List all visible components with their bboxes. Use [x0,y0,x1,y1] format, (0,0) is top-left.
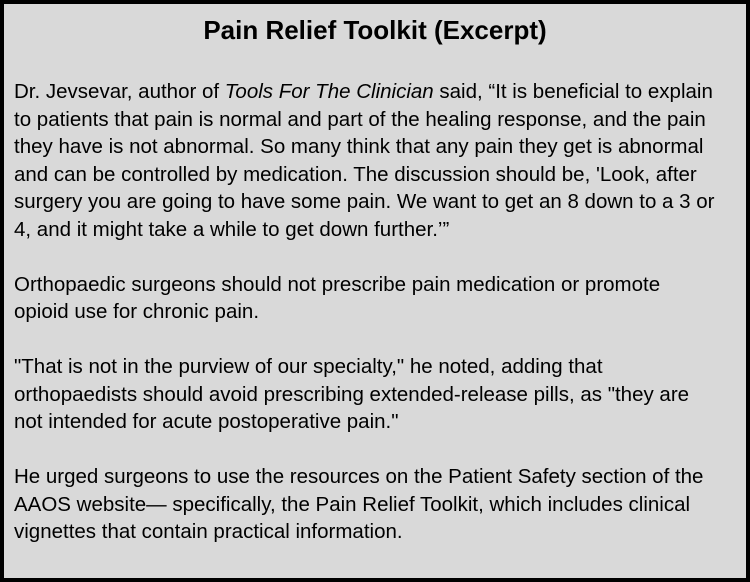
line-text: Dr. Jevsevar, author of [14,80,225,103]
paragraph-specialty [14,353,744,436]
book-title: Tools For The Clinician [224,80,434,103]
paragraph-line: not intended for acute postoperative pain." [14,410,399,433]
paragraph-line: opioid use for chronic pain. [14,300,260,323]
page-title: Pain Relief Toolkit (Excerpt) [203,15,547,45]
excerpt-body [14,78,744,573]
paragraph-line: to patients that pain is normal and part of the healing response, and the pain [14,107,706,131]
paragraph-line: Orthopaedic surgeons should not prescribe pain medication or promote [14,272,661,296]
paragraph-opioids [14,271,744,326]
paragraph-line: vignettes that contain practical information. [14,520,403,543]
paragraph-line: "That is not in the purview of our specialty," he noted, adding that [14,355,603,378]
paragraph-line: surgery you are going to have some pain. We want to get an 8 down to a 3 or [14,190,715,213]
paragraph-resources [14,463,744,546]
paragraph-line: orthopaedists should avoid prescribing extended-release pills, as "they are [14,382,690,406]
paragraph-line: they have is not abnormal. So many think that any pain they get is abnormal [14,135,704,158]
paragraph-line: 4, and it might take a while to get down further.’” [14,217,450,241]
paragraph-line: AAOS website— specifically, the Pain Relief Toolkit, which includes clinical [14,492,691,516]
paragraph-line: and can be controlled by medication. The discussion should be, 'Look, after [14,162,697,186]
paragraph-line [14,78,744,106]
paragraph-quote [14,78,744,243]
paragraph-line: He urged surgeons to use the resources on the Patient Safety section of the [14,465,704,488]
line-text: said, “It is beneficial to explain [433,80,713,103]
